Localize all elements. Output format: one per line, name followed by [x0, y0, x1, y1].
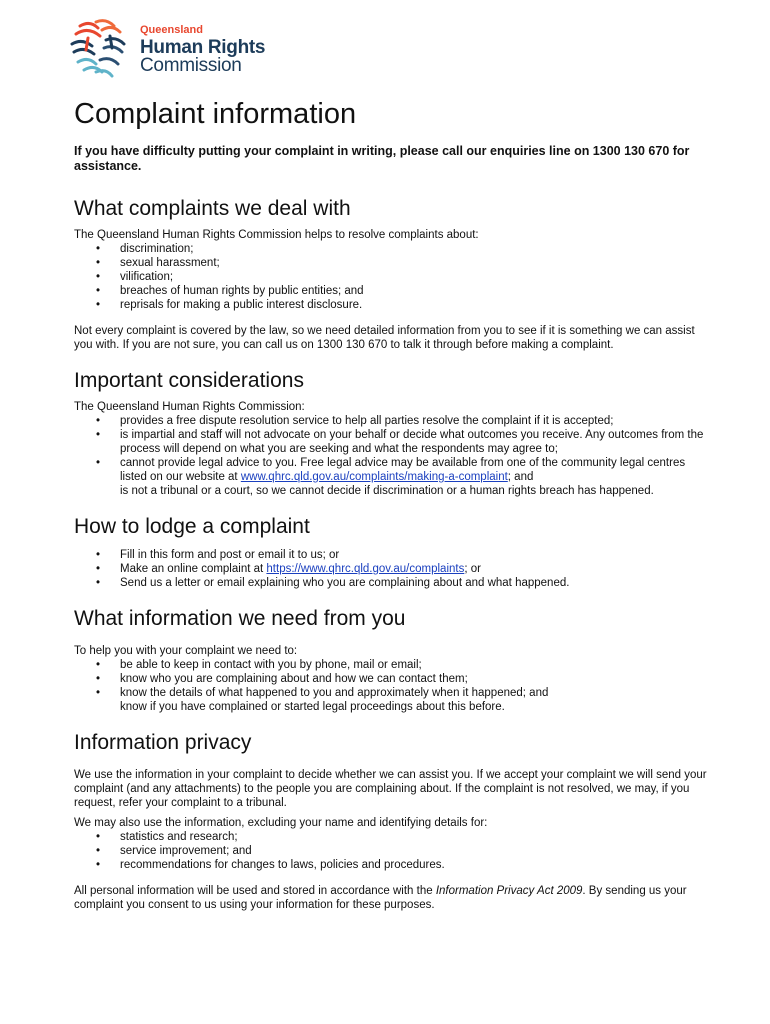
list-item: • sexual harassment; — [74, 256, 714, 270]
qhrc-logo — [66, 14, 714, 84]
list-item: • reprisals for making a public interest disclosure. — [74, 298, 714, 312]
section2-lead: The Queensland Human Rights Commission: — [74, 401, 305, 413]
section1-lead: The Queensland Human Rights Commission helps to resolve complaints about: — [74, 229, 479, 241]
list-item-text: ; or — [464, 563, 481, 575]
list-item-text: ; and — [507, 471, 534, 483]
list-continuation: know if you have complained or started legal proceedings about this before. — [120, 701, 505, 713]
section3-list — [74, 548, 714, 590]
logo-name-line2: Commission — [140, 55, 242, 76]
list-item: • provides a free dispute resolution service to help all parties resolve the complaint if it is accepted; — [74, 414, 714, 428]
section1-list — [74, 242, 714, 312]
section4-list — [74, 658, 714, 700]
section4-lead: To help you with your complaint we need to: — [74, 645, 298, 657]
qhrc-emblem-icon — [66, 14, 136, 84]
list-continuation: is not a tribunal or a court, so we cannot decide if discrimination or a human rights breach has happened. — [120, 485, 654, 497]
list-item: • discrimination; — [74, 242, 714, 256]
online-complaint-link[interactable]: https://www.qhrc.qld.gov.au/complaints — [266, 563, 465, 575]
list-item — [74, 562, 714, 576]
section2-list — [74, 414, 714, 484]
list-item: • vilification; — [74, 270, 714, 284]
list-item: • Send us a letter or email explaining who you are complaining about and what happened. — [74, 576, 714, 590]
list-item: • know the details of what happened to you and approximately when it happened; and — [74, 686, 714, 700]
list-item: • be able to keep in contact with you by phone, mail or email; — [74, 658, 714, 672]
intro-bold-text: If you have difficulty putting your complaint in writing, please call our enquiries line on 1300 130 670 for assistance. — [74, 144, 690, 173]
list-item-text: Make an online complaint at — [120, 563, 264, 575]
consent-paragraph — [74, 884, 714, 912]
list-item: • recommendations for changes to laws, policies and procedures. — [74, 858, 714, 872]
list-item: • is impartial and staff will not advocate on your behalf or decide what outcomes you receive. Any outcomes from the process will depend on what you are seeking and what the respondents may agree to; — [74, 428, 714, 456]
heading-what-complaints: What complaints we deal with — [74, 197, 351, 220]
list-item: • statistics and research; — [74, 830, 714, 844]
list-item-text: cannot provide legal advice to you. Free legal advice may be available from one of the community legal centres listed on our website at — [120, 457, 686, 483]
section5-list — [74, 830, 714, 872]
heading-how-to-lodge: How to lodge a complaint — [74, 515, 310, 538]
logo-state-label: Queensland — [140, 24, 203, 36]
making-a-complaint-link[interactable]: www.qhrc.qld.gov.au/complaints/making-a-complaint — [240, 471, 508, 483]
list-item: • breaches of human rights by public entities; and — [74, 284, 714, 298]
list-item: • Fill in this form and post or email it to us; or — [74, 548, 714, 562]
heading-important-considerations: Important considerations — [74, 369, 304, 392]
act-name: Information Privacy Act 2009 — [435, 885, 583, 897]
consent-text: All personal information will be used and stored in accordance with the — [74, 885, 433, 897]
privacy-paragraph: We use the information in your complaint to decide whether we can assist you. If we accept your complaint we will send your complaint (and any attachments) to the people you are complaining about. If the complaint is not resolved, we may, if you request, refer your complaint to a tribunal. — [74, 769, 707, 809]
consent-text: . By sending us your complaint you consent to us using your information for these purposes. — [74, 885, 687, 911]
heading-information-privacy: Information privacy — [74, 731, 252, 754]
list-item: • know who you are complaining about and how we can contact them; — [74, 672, 714, 686]
section5-lead: We may also use the information, excluding your name and identifying details for: — [74, 817, 488, 829]
heading-what-information: What information we need from you — [74, 607, 406, 630]
list-item: • service improvement; and — [74, 844, 714, 858]
page-title: Complaint information — [74, 98, 357, 130]
logo-name-line1: Human Rights — [140, 37, 266, 58]
list-item — [74, 456, 714, 484]
section1-paragraph: Not every complaint is covered by the law, so we need detailed information from you to see if it is something we can assist you with. If you are not sure, you can call us on 1300 130 670 to talk it through before making a complaint. — [74, 325, 695, 351]
document-page — [74, 14, 714, 912]
